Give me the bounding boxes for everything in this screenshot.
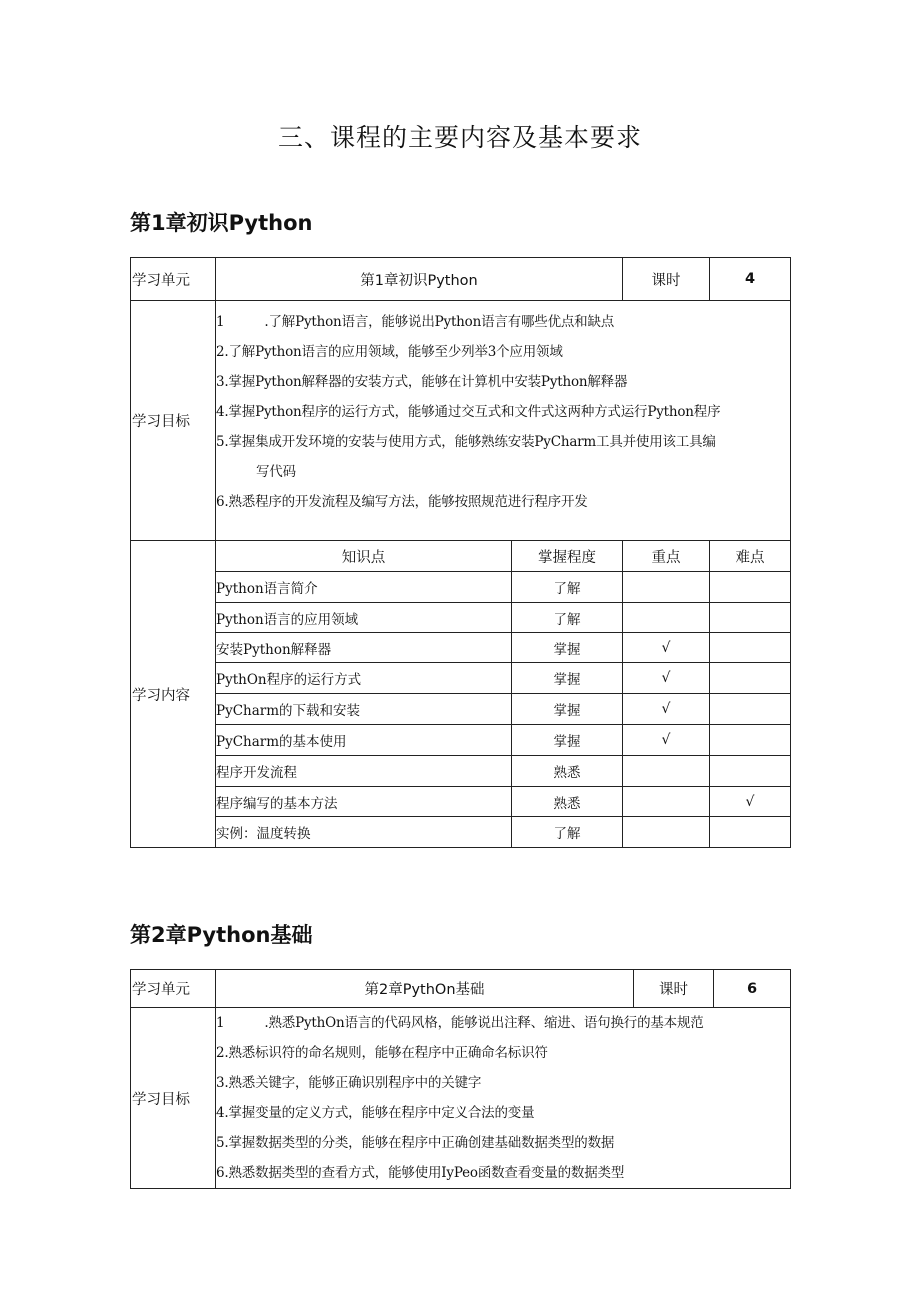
topic-cell: 安装Python解释器 bbox=[216, 633, 512, 663]
col-header-level: 掌握程度 bbox=[512, 541, 623, 572]
unit-name bbox=[216, 970, 634, 1008]
goal-item: 2.了解Python语言的应用领域，能够至少列举3个应用领域 bbox=[216, 344, 563, 360]
level-cell: 掌握 bbox=[512, 694, 623, 725]
chapter-1-heading: 第1章初识Python bbox=[130, 211, 313, 235]
goal-item bbox=[216, 307, 790, 337]
goals-label: 学习目标 bbox=[131, 1008, 216, 1189]
level-cell: 了解 bbox=[512, 572, 623, 603]
table-row bbox=[131, 694, 791, 725]
difficult-cell bbox=[710, 817, 791, 848]
level-cell: 熟悉 bbox=[512, 756, 623, 787]
goal-item: 5.掌握数据类型的分类，能够在程序中正确创建基础数据类型的数据 bbox=[216, 1135, 615, 1151]
difficult-cell bbox=[710, 725, 791, 756]
col-header-topic: 知识点 bbox=[216, 541, 512, 572]
goal-item: 4.掌握变量的定义方式，能够在程序中定义合法的变量 bbox=[216, 1105, 535, 1121]
level-cell: 掌握 bbox=[512, 663, 623, 694]
col-header-difficult: 难点 bbox=[710, 541, 791, 572]
unit-label: 学习单元 bbox=[131, 258, 216, 301]
topic-cell: Python语言简介 bbox=[216, 572, 512, 603]
topic-cell: PythOn程序的运行方式 bbox=[216, 663, 512, 694]
key-cell: √ bbox=[623, 725, 710, 756]
chapter-2-table bbox=[130, 969, 791, 1189]
goal-item: 6.熟悉数据类型的查看方式，能够使用IyPeo函数查看变量的数据类型 bbox=[216, 1165, 625, 1181]
key-cell bbox=[623, 817, 710, 848]
chapter-2-heading: 第2章Python基础 bbox=[130, 923, 313, 947]
content-label: 学习内容 bbox=[131, 541, 216, 848]
hours-label: 课时 bbox=[623, 258, 710, 301]
difficult-cell bbox=[710, 694, 791, 725]
level-cell: 了解 bbox=[512, 817, 623, 848]
key-cell: √ bbox=[623, 663, 710, 694]
unit-name bbox=[216, 258, 623, 301]
goal-item: 4.掌握Python程序的运行方式，能够通过交互式和文件式这两种方式运行Python程序 bbox=[216, 404, 721, 420]
table-row bbox=[131, 603, 791, 633]
goal-num: 1 bbox=[216, 314, 225, 330]
difficult-cell bbox=[710, 633, 791, 663]
goal-text: .熟悉PythOn语言的代码风格，能够说出注释、缩进、语句换行的基本规范 bbox=[264, 1015, 704, 1031]
table-row bbox=[131, 817, 791, 848]
topic-cell: 实例：温度转换 bbox=[216, 817, 512, 848]
unit-name-text: 第1章初识Python bbox=[360, 272, 478, 289]
topic-cell: Python语言的应用领域 bbox=[216, 603, 512, 633]
key-cell bbox=[623, 572, 710, 603]
table-row bbox=[131, 787, 791, 817]
goal-item bbox=[216, 1008, 790, 1038]
goal-item: 3.掌握Python解释器的安装方式，能够在计算机中安装Python解释器 bbox=[216, 374, 628, 390]
chapter-1-table bbox=[130, 257, 791, 848]
col-header-key: 重点 bbox=[623, 541, 710, 572]
page-title: 三、课程的主要内容及基本要求 bbox=[277, 123, 642, 152]
key-cell bbox=[623, 756, 710, 787]
key-cell bbox=[623, 603, 710, 633]
goal-item-continued: 写代码 bbox=[256, 464, 296, 480]
goal-num: 1 bbox=[216, 1015, 225, 1031]
difficult-cell bbox=[710, 663, 791, 694]
table-row bbox=[131, 725, 791, 756]
hours-label: 课时 bbox=[634, 970, 714, 1008]
table-row bbox=[131, 756, 791, 787]
key-cell: √ bbox=[623, 694, 710, 725]
topic-cell: PyCharm的下载和安装 bbox=[216, 694, 512, 725]
level-cell: 掌握 bbox=[512, 725, 623, 756]
difficult-cell: √ bbox=[710, 787, 791, 817]
key-cell: √ bbox=[623, 633, 710, 663]
difficult-cell bbox=[710, 572, 791, 603]
goal-item: 3.熟悉关键字，能够正确识别程序中的关键字 bbox=[216, 1075, 482, 1091]
difficult-cell bbox=[710, 603, 791, 633]
goal-item: 6.熟悉程序的开发流程及编写方法，能够按照规范进行程序开发 bbox=[216, 494, 588, 510]
unit-label: 学习单元 bbox=[131, 970, 216, 1008]
hours-value: 6 bbox=[714, 970, 791, 1008]
goal-item: 2.熟悉标识符的命名规则，能够在程序中正确命名标识符 bbox=[216, 1045, 548, 1061]
goals-list bbox=[216, 301, 791, 541]
goals-list bbox=[216, 1008, 791, 1189]
topic-cell: PyCharm的基本使用 bbox=[216, 725, 512, 756]
table-row bbox=[131, 663, 791, 694]
topic-cell: 程序编写的基本方法 bbox=[216, 787, 512, 817]
hours-value: 4 bbox=[710, 258, 791, 301]
level-cell: 熟悉 bbox=[512, 787, 623, 817]
key-cell bbox=[623, 787, 710, 817]
unit-name-text: 第2章PythOn基础 bbox=[364, 982, 485, 998]
level-cell: 了解 bbox=[512, 603, 623, 633]
goal-text: .了解Python语言，能够说出Python语言有哪些优点和缺点 bbox=[264, 314, 615, 330]
difficult-cell bbox=[710, 756, 791, 787]
table-row bbox=[131, 633, 791, 663]
goals-label: 学习目标 bbox=[131, 301, 216, 541]
topic-cell: 程序开发流程 bbox=[216, 756, 512, 787]
table-row bbox=[131, 572, 791, 603]
goal-item: 5.掌握集成开发环境的安装与使用方式，能够熟练安装PyCharm工具并使用该工具编 bbox=[216, 434, 716, 450]
level-cell: 掌握 bbox=[512, 633, 623, 663]
